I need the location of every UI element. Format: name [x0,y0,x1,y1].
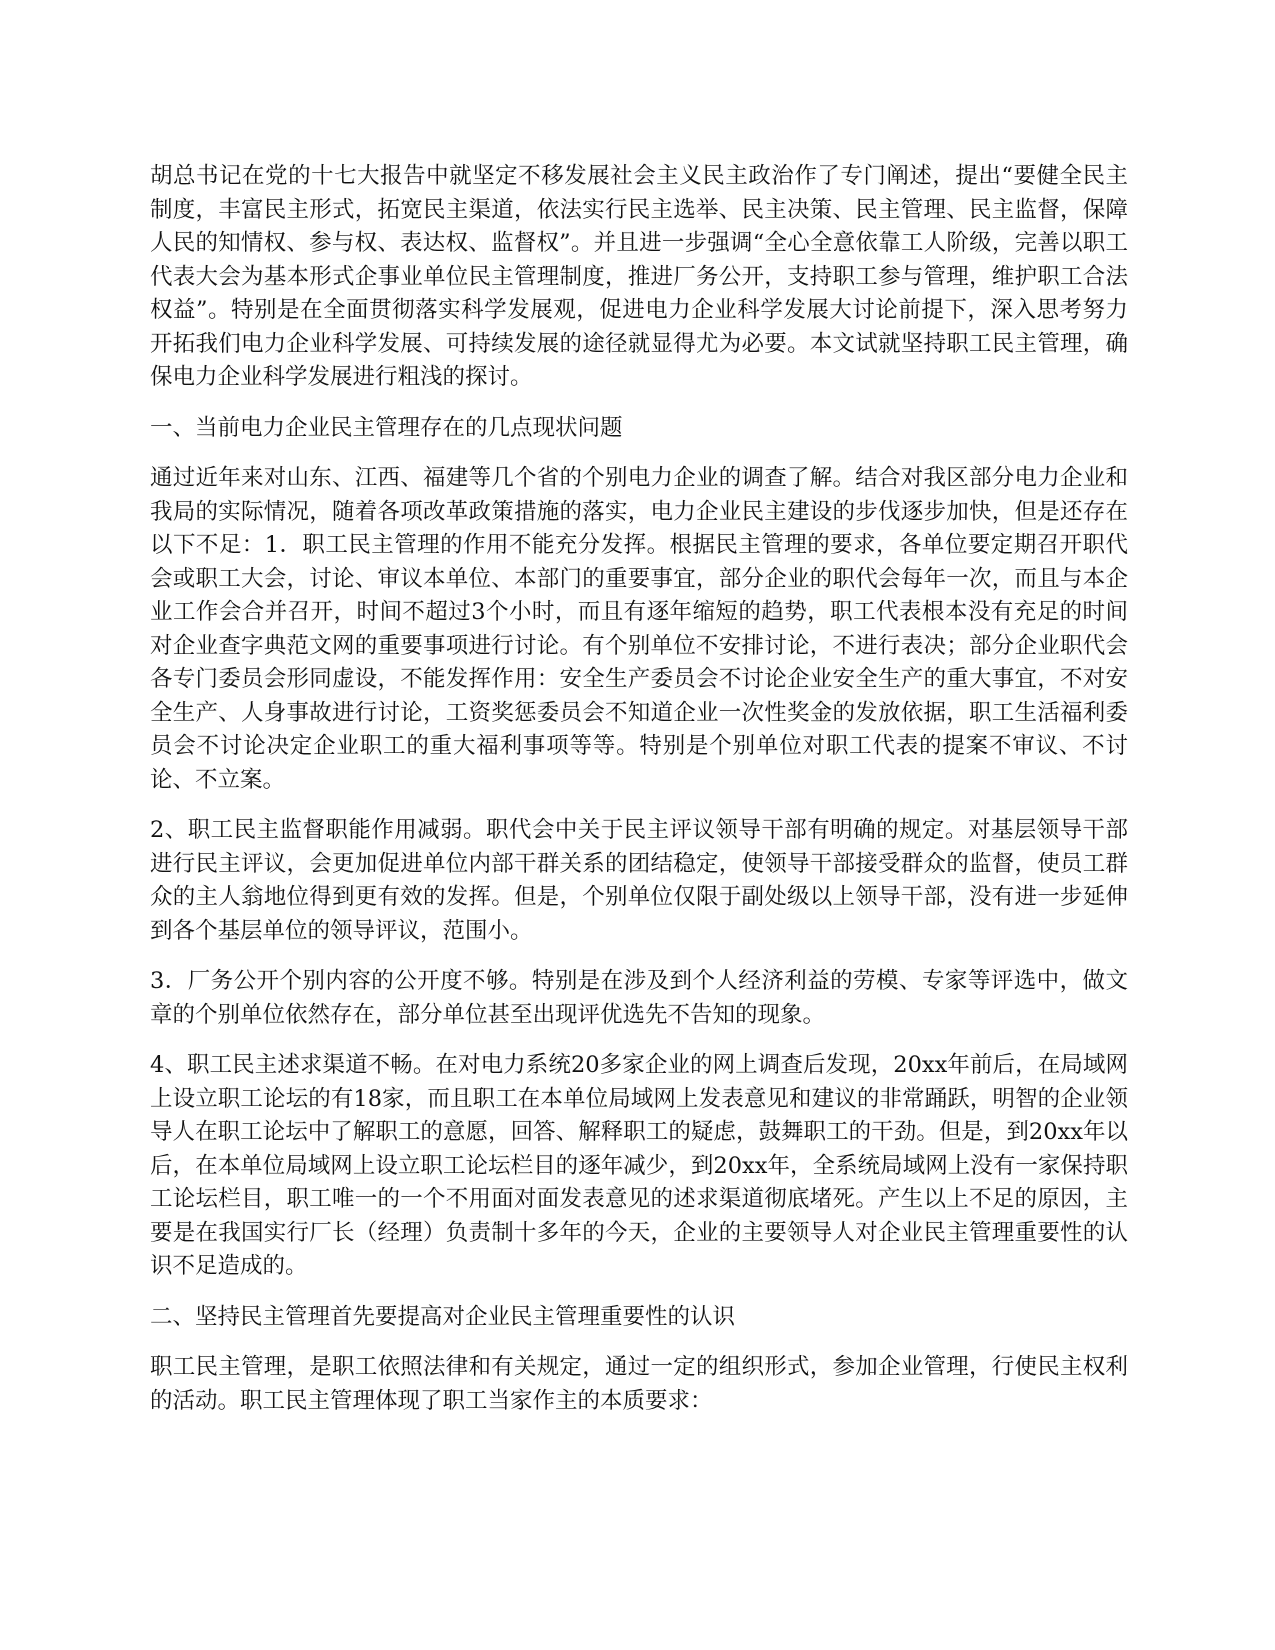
section-heading-2: 二、坚持民主管理首先要提高对企业民主管理重要性的认识 [150,1303,736,1330]
section-heading-1: 一、当前电力企业民主管理存在的几点现状问题 [150,414,623,441]
intro-paragraph: 胡总书记在党的十七大报告中就坚定不移发展社会主义民主政治作了专门阐述，提出“要健全民主制度，丰富民主形式，拓宽民主渠道，依法实行民主选举、民主决策、民主管理、民主监督，保障人民的知情权、参与权、表达权、监督权”。并且进一步强调“全心全意依靠工人阶级，完善以职工代表大会为基本形式企事业单位民主管理制度，推进厂务公开，支持职工参与管理，维护职工合法权益”。特别是在全面贯彻落实科学发展观，促进电力企业科学发展大讨论前提下，深入思考努力开拓我们电力企业科学发展、可持续发展的途径就显得尤为必要。本文试就坚持职工民主管理，确保电力企业科学发展进行粗浅的探讨。 [150,163,1128,390]
body-paragraph-definition: 职工民主管理，是职工依照法律和有关规定，通过一定的组织形式，参加企业管理，行使民主权利的活动。职工民主管理体现了职工当家作主的本质要求： [150,1354,1128,1414]
body-paragraph-channels: 4、职工民主述求渠道不畅。在对电力系统20多家企业的网上调查后发现，20xx年前后，在局域网上设立职工论坛的有18家，而且职工在本单位局域网上发表意见和建议的非常踊跃，明智的企业领导人在职工论坛中了解职工的意愿，回答、解释职工的疑虑，鼓舞职工的干劲。但是，到20xx年以后，在本单位局域网上设立职工论坛栏目的逐年减少，到20xx年，全系统局域网上没有一家保持职工论坛栏目，职工唯一的一个不用面对面发表意见的述求渠道彻底堵死。产生以上不足的原因，主要是在我国实行厂长（经理）负责制十多年的今天，企业的主要领导人对企业民主管理重要性的认识不足造成的。 [150,1052,1128,1279]
document-body [150,160,1128,1435]
body-paragraph-disclosure: 3．厂务公开个别内容的公开度不够。特别是在涉及到个人经济利益的劳模、专家等评选中，做文章的个别单位依然存在，部分单位甚至出现评优选先不告知的现象。 [150,968,1128,1028]
body-paragraph-supervision: 2、职工民主监督职能作用减弱。职代会中关于民主评议领导干部有明确的规定。对基层领导干部进行民主评议，会更加促进单位内部干群关系的团结稳定，使领导干部接受群众的监督，使员工群众的主人翁地位得到更有效的发挥。但是，个别单位仅限于副处级以上领导干部，没有进一步延伸到各个基层单位的领导评议，范围小。 [150,817,1128,944]
body-paragraph-survey: 通过近年来对山东、江西、福建等几个省的个别电力企业的调查了解。结合对我区部分电力企业和我局的实际情况，随着各项改革政策措施的落实，电力企业民主建设的步伐逐步加快，但是还存在以下不足：1．职工民主管理的作用不能充分发挥。根据民主管理的要求，各单位要定期召开职代会或职工大会，讨论、审议本单位、本部门的重要事宜，部分企业的职代会每年一次，而且与本企业工作会合并召开，时间不超过3个小时，而且有逐年缩短的趋势，职工代表根本没有充足的时间对企业查字典范文网的重要事项进行讨论。有个别单位不安排讨论，不进行表决；部分企业职代会各专门委员会形同虚设，不能发挥作用：安全生产委员会不讨论企业安全生产的重大事宜，不对安全生产、人身事故进行讨论，工资奖惩委员会不知道企业一次性奖金的发放依据，职工生活福利委员会不讨论决定企业职工的重大福利事项等等。特别是个别单位对职工代表的提案不审议、不讨论、不立案。 [150,465,1128,793]
